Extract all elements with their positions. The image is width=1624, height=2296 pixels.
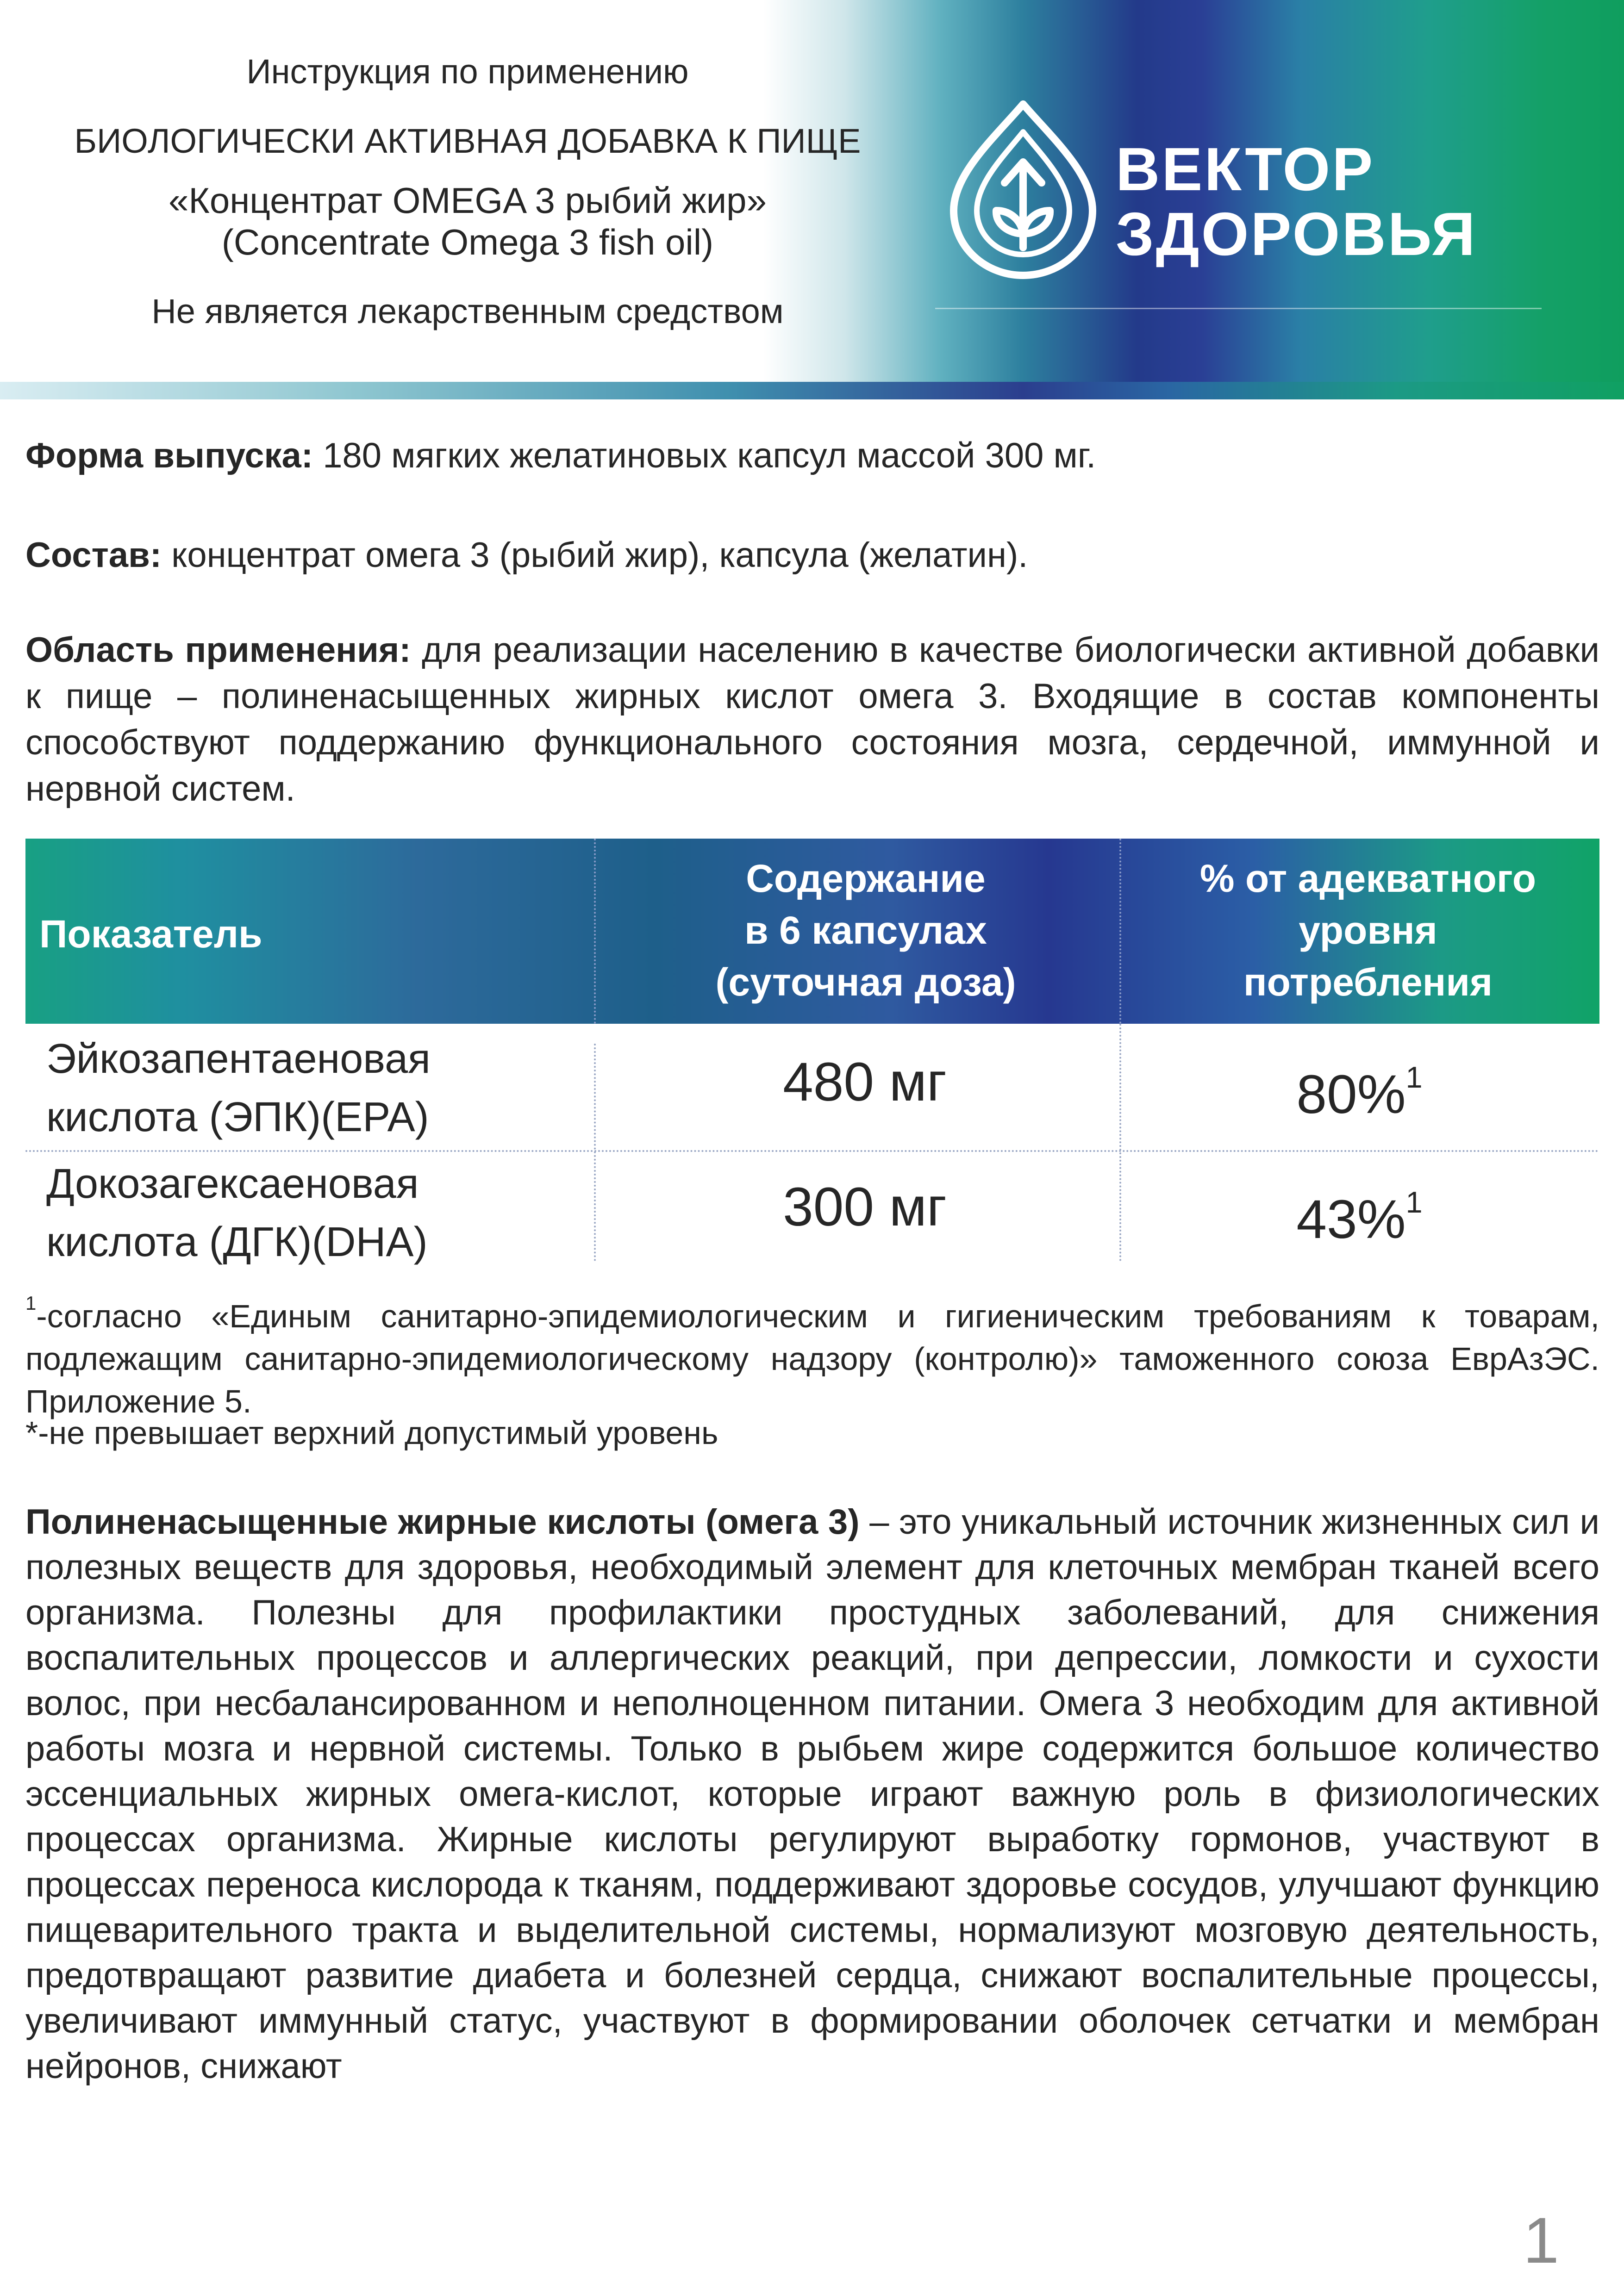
row-indicator-name: [46, 1030, 431, 1146]
product-name-en: (Concentrate Omega 3 fish oil): [221, 222, 714, 262]
footnote-1: [25, 1282, 1599, 1423]
composition-text: концентрат омега 3 (рыбий жир), капсула (желатин).: [162, 535, 1028, 575]
column-divider: [1119, 1024, 1121, 1261]
table-header: [25, 839, 1599, 1024]
column-divider: [1119, 839, 1121, 1024]
col-header-percent-line: % от адекватного: [1199, 857, 1537, 900]
footnote-2: *-не превышает верхний допустимый уровень: [25, 1415, 718, 1451]
release-form: [25, 433, 1599, 479]
row-indicator-name: [46, 1155, 428, 1271]
footnote-1-mark: 1: [25, 1292, 37, 1314]
col-header-percent-line: уровня: [1299, 908, 1437, 952]
header-band: [0, 382, 1624, 399]
row-name-line: Эйкозапентаеновая: [46, 1036, 431, 1082]
col-header-content-line: (суточная доза): [715, 960, 1016, 1004]
row-percent-value: 43%: [1296, 1189, 1406, 1251]
disclaimer: Не является лекарственным средством: [151, 292, 784, 330]
col-header-percent: [1137, 852, 1599, 1008]
row-percent: [1119, 1185, 1599, 1251]
omega-description: [25, 1500, 1599, 2089]
col-header-content: [595, 852, 1137, 1008]
composition: [25, 532, 1599, 579]
row-name-line: кислота (ЭПК)(EPA): [46, 1094, 429, 1140]
col-header-content-line: в 6 капсулах: [744, 908, 987, 952]
row-name-line: Докозагексаеновая: [46, 1161, 419, 1207]
application-area: [25, 627, 1599, 812]
omega-text: – это уникальный источник жизненных сил и полезных веществ для здоровья, необходимый элемент для клеточных мембран тканей всего организма. Полезны для профилактики простудных заболеваний, для снижения воспалительных процессов и аллергических реакций, при депрессии, ломкости и сухости волос, при несбалансированном и неполноценном питании. Омега 3 необходим для активной работы мозга и нервной системы. Только в рыбьем жире содержится большое количество эссенциальных жирных омега-кислот, которые играют важную роль в физиологических процессах организма. Жирные кислоты регулируют выработку гормонов, участвуют в процессах переноса кислорода к тканям, поддерживают здоровье сосудов, улучшают функцию пищеварительного тракта и выделительной системы, нормализуют мозговую деятельность, предотвращают развитие диабета и болезней сердца, снижают воспалительные процессы, увеличивают иммунный статус, участвуют в формировании оболочек сетчатки и мембран нейронов, снижают: [25, 1502, 1599, 2086]
footnote-mark: 1: [1405, 1060, 1423, 1094]
product-name: «Концентрат OMEGA 3 рыбий жир»: [169, 180, 767, 221]
col-header-content-line: Содержание: [746, 857, 986, 900]
release-form-label: Форма выпуска:: [25, 436, 313, 475]
brand-name-line2: ЗДОРОВЬЯ: [1116, 200, 1477, 268]
application-area-text: для реализации населению в качестве биологически активной добавки к пище – полиненасыщенных жирных кислот омега 3. Входящие в состав компоненты способствуют поддержанию функционального состояния мозга, сердечной, иммунной и нервной систем.: [25, 630, 1599, 809]
doc-type-title: Инструкция по применению: [246, 52, 689, 91]
column-divider: [594, 839, 596, 1024]
drop-arrow-leaf-icon: [940, 95, 1106, 280]
row-amount: 300 мг: [783, 1176, 947, 1238]
brand-name-line1: ВЕКТОР: [1116, 135, 1375, 203]
row-name-line: кислота (ДГК)(DHA): [46, 1219, 428, 1265]
footnote-mark: 1: [1405, 1185, 1423, 1219]
row-amount: 480 мг: [783, 1052, 947, 1113]
footnote-1-text: -согласно «Единым санитарно-эпидемиологическим и гигиеническим требованиям к товарам, подлежащим санитарно-эпидемиологическому надзору (контролю)» таможенного союза ЕврАзЭС. Приложение 5.: [25, 1298, 1599, 1419]
composition-label: Состав:: [25, 535, 162, 575]
product-category: БИОЛОГИЧЕСКИ АКТИВНАЯ ДОБАВКА К ПИЩЕ: [74, 122, 861, 160]
row-percent: [1119, 1060, 1599, 1126]
application-area-label: Область применения:: [25, 630, 411, 670]
page-header: [0, 0, 1624, 398]
col-header-percent-line: потребления: [1243, 960, 1493, 1004]
release-form-text: 180 мягких желатиновых капсул массой 300 мг.: [313, 436, 1096, 475]
col-header-indicator: Показатель: [39, 912, 262, 956]
row-divider: [25, 1150, 1599, 1152]
column-divider: [594, 1044, 596, 1261]
page-number: 1: [1523, 2204, 1559, 2277]
omega-label: Полиненасыщенные жирные кислоты (омега 3): [25, 1502, 860, 1542]
row-percent-value: 80%: [1296, 1064, 1406, 1126]
brand-divider: [935, 308, 1542, 309]
